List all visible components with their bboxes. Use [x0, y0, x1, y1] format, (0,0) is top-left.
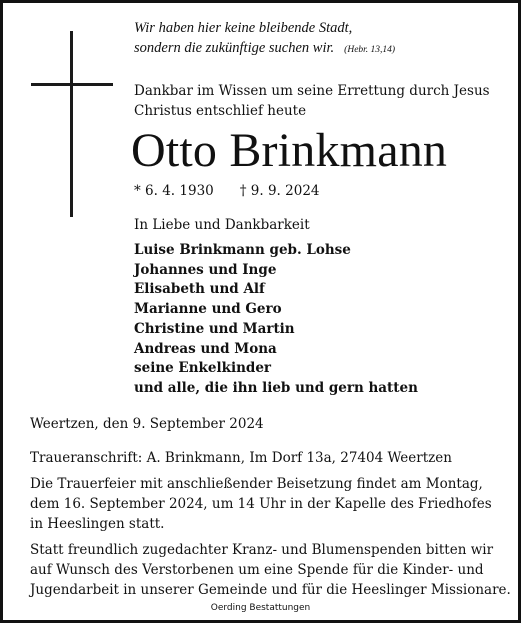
mourner-item: seine Enkelkinder [134, 360, 272, 377]
verse-reference: (Hebr. 13,14) [344, 45, 396, 55]
life-dates [134, 181, 320, 201]
mourner-item: und alle, die ihn lieb und gern hatten [134, 379, 418, 396]
donation-line: Jugendarbeit in unserer Gemeinde und für die Heeslinger Missionare. [30, 582, 511, 598]
place-date: Weertzen, den 9. September 2024 [30, 416, 264, 432]
funeral-info [30, 474, 500, 534]
death-date: † 9. 9. 2024 [239, 183, 320, 199]
donation-request [30, 540, 510, 600]
funeral-line: in Heeslingen statt. [30, 516, 165, 532]
funeral-line: Die Trauerfeier mit anschließender Beisetzung findet am Montag, [30, 476, 483, 492]
undertaker-credit: Oerding Bestattungen [210, 603, 311, 613]
intro-line: Christus entschlief heute [134, 103, 307, 119]
birth-date: * 6. 4. 1930 [134, 183, 214, 199]
intro-text [134, 81, 504, 121]
mourner-item: Luise Brinkmann geb. Lohse [134, 242, 351, 258]
bible-verse [134, 18, 504, 60]
deceased-name: Otto Brinkmann [131, 124, 448, 177]
intro-line: Dankbar im Wissen um seine Errettung durch Jesus [134, 83, 490, 99]
verse-line: sondern die zukünftige suchen wir. (Hebr. 13,14) [134, 40, 396, 56]
mourners-list [134, 241, 418, 399]
mourner-item: Marianne und Gero [134, 301, 282, 318]
mourner-item: Christine und Martin [134, 320, 295, 337]
verse-line: Wir haben hier keine bleibende Stadt, [134, 20, 353, 36]
love-line: In Liebe und Dankbarkeit [134, 217, 310, 233]
mourning-address: Traueranschrift: A. Brinkmann, Im Dorf 13a, 27404 Weertzen [30, 450, 452, 466]
mourner-item: Elisabeth und Alf [134, 281, 265, 298]
donation-line: auf Wunsch des Verstorbenen um eine Spende für die Kinder- und [30, 562, 484, 578]
donation-line: Statt freundlich zugedachter Kranz- und Blumenspenden bitten wir [30, 542, 494, 558]
funeral-line: dem 16. September 2024, um 14 Uhr in der Kapelle des Friedhofes [30, 496, 492, 512]
mourner-item: Andreas und Mona [134, 340, 277, 357]
mourner-item: Johannes und Inge [134, 261, 277, 278]
